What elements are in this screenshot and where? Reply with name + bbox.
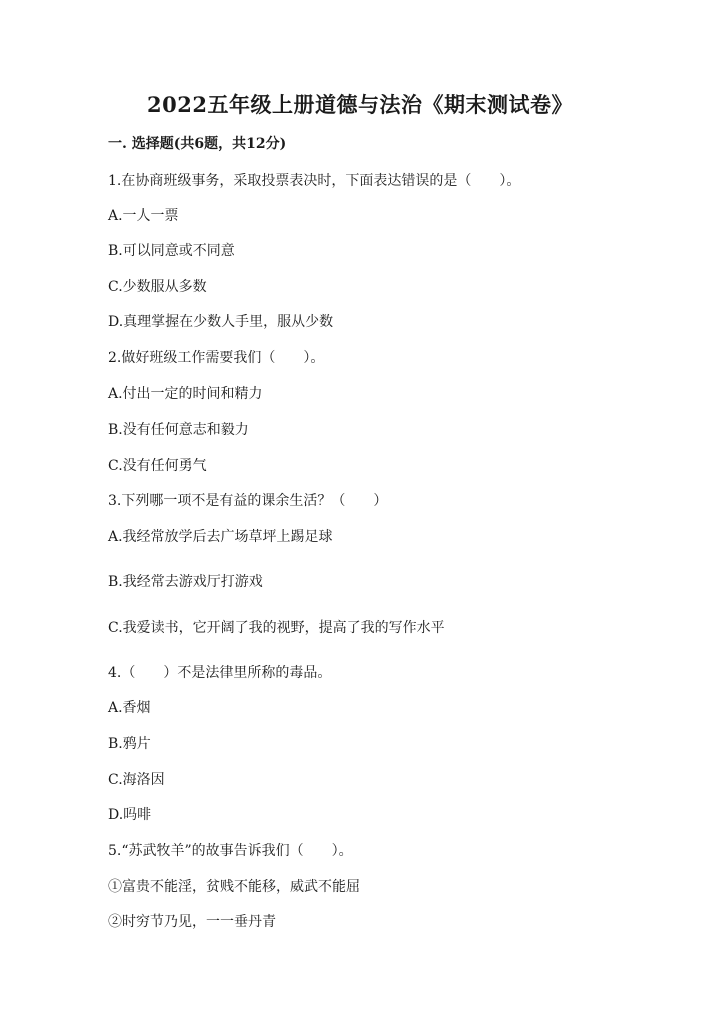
question-1-option-a: A.一人一票	[108, 208, 179, 224]
question-5-statement-2: ②时穷节乃见，一一垂丹青	[108, 914, 276, 930]
question-1-option-d: D.真理掌握在少数人手里，服从少数	[108, 314, 334, 330]
question-3: 3.下列哪一项不是有益的课余生活？（ ）	[108, 493, 388, 509]
question-3-option-b: B.我经常去游戏厅打游戏	[108, 574, 263, 590]
question-5: 5.“苏武牧羊”的故事告诉我们（ ）。	[108, 843, 353, 859]
question-3-option-c: C.我爱读书，它开阔了我的视野，提高了我的写作水平	[108, 620, 445, 636]
question-3-option-a: A.我经常放学后去广场草坪上踢足球	[108, 529, 333, 545]
page-title: 2022五年级上册道德与法治《期末测试卷》	[147, 92, 573, 117]
question-4-option-d: D.吗啡	[108, 807, 152, 823]
question-1-option-c: C.少数服从多数	[108, 279, 207, 295]
question-1: 1.在协商班级事务，采取投票表决时，下面表达错误的是（ ）。	[108, 173, 521, 189]
question-4-option-a: A.香烟	[108, 700, 151, 716]
question-5-statement-1: ①富贵不能淫，贫贱不能移，威武不能屈	[108, 879, 360, 895]
question-4-option-b: B.鸦片	[108, 736, 151, 752]
question-4: 4.（ ）不是法律里所称的毒品。	[108, 665, 332, 681]
question-4-option-c: C.海洛因	[108, 772, 165, 788]
question-1-option-b: B.可以同意或不同意	[108, 243, 235, 259]
question-2-option-c: C.没有任何勇气	[108, 458, 207, 474]
question-2-option-a: A.付出一定的时间和精力	[108, 386, 263, 402]
section-heading: 一. 选择题(共6题，共12分)	[108, 136, 287, 152]
question-2: 2.做好班级工作需要我们（ ）。	[108, 350, 325, 366]
question-2-option-b: B.没有任何意志和毅力	[108, 422, 249, 438]
